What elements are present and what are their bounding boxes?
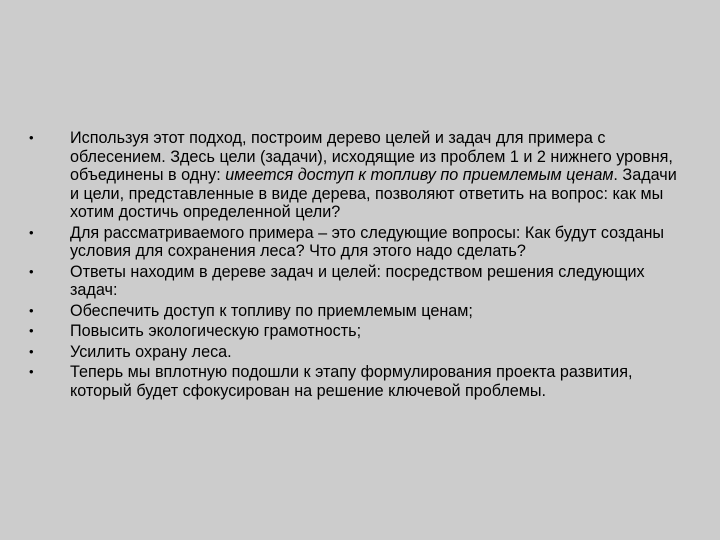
- bullet-text: Ответы находим в дереве задач и целей: посредством решения следующих задач:: [70, 262, 645, 299]
- bullet-text: Повысить экологическую грамотность;: [70, 322, 362, 340]
- bullet-item-5: [26, 322, 686, 341]
- bullet-item-6: [26, 343, 686, 362]
- bullet-icon: •: [29, 343, 34, 359]
- bullet-icon: •: [29, 263, 34, 279]
- bullet-text-italic: имеется доступ к топливу по приемлемым ценам: [225, 166, 614, 184]
- bullet-text: Теперь мы вплотную подошли к этапу формулирования проекта развития, который будет сфокусирован на решение ключевой проблемы.: [70, 363, 633, 400]
- bullet-text: Усилить охрану леса.: [70, 342, 232, 361]
- bullet-item-7: [26, 363, 686, 400]
- bullet-text: Для рассматриваемого примера – это следующие вопросы: Как будут созданы условия для сохранения леса? Что для этого надо сделать?: [70, 223, 665, 260]
- bullet-item-1: [26, 129, 686, 222]
- bullet-icon: •: [29, 130, 34, 145]
- bullet-icon: •: [29, 224, 34, 240]
- slide-bullet-list: [26, 129, 686, 400]
- bullet-icon: •: [29, 302, 34, 318]
- bullet-text-part: . Задачи и цели, представленные в виде дерева, позволяют ответить на вопрос: как мы хотим достичь определенной цели?: [70, 166, 677, 221]
- bullet-text: [70, 129, 686, 222]
- bullet-item-2: [26, 224, 686, 261]
- bullet-icon: •: [29, 323, 34, 338]
- bullet-item-3: [26, 263, 686, 300]
- bullet-item-4: [26, 302, 686, 321]
- bullet-text: Обеспечить доступ к топливу по приемлемым ценам;: [70, 301, 473, 320]
- bullet-icon: •: [29, 364, 34, 379]
- bullet-text-part: Используя этот подход, построим дерево целей и задач для примера с облесением. Здесь цели (задачи), исходящие из проблем 1 и 2 нижнего уровня, объединены в одну:: [70, 129, 673, 184]
